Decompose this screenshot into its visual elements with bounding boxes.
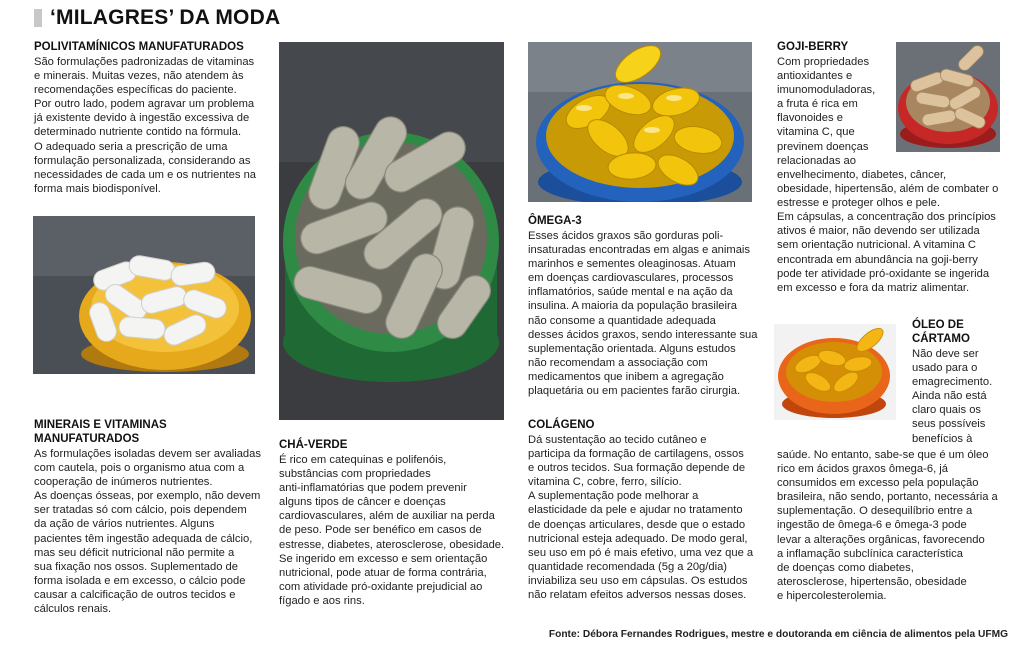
section-goji-wide	[777, 168, 1015, 295]
white-pills-photo	[33, 216, 255, 374]
green-tea-capsules-photo	[279, 42, 504, 420]
section-body-continued: saúde. No entanto, sabe-se que é um óleo rico em ácidos graxos ômega-6, já consumidos em excesso pela população brasileira, não sendo, portanto, necessária a suplementação. O desequilíbrio entre a ingestão de ômega-6 e ômega-3 pode levar a alterações orgânicas, favorecendo a inflamação subclínica característica de doenças como diabetes, aterosclerose, hipertensão, obesidade e hipercolesterolemia.	[777, 449, 998, 602]
safflower-oil-photo	[774, 324, 896, 420]
section-heading: CHÁ-VERDE	[279, 439, 348, 451]
goji-capsules-photo	[896, 42, 1000, 152]
section-body: Esses ácidos graxos são gorduras poli- insaturadas encontradas em algas e animais marinhos e sementes oleaginosas. Atuam em doenças cardiovasculares, processos inflamatórios, saúde mental e na ação da insulina. A maioria da população brasileira não consome a quantidade adequada desses ácidos graxos, sendo interessante sua suplementação orientada. Alguns estudos não recomendam a associação com medicamentos que inibem a agregação plaquetária ou em pacientes farão cirurgia.	[528, 230, 758, 398]
section-cha-verde	[279, 438, 511, 608]
section-minerais	[34, 418, 270, 616]
section-oleo-narrow	[912, 318, 1016, 446]
section-body: Não deve ser usado para o emagrecimento. Ainda não está claro quais os seus possíveis benefícios à	[912, 348, 993, 445]
section-heading: GOJI-BERRY	[777, 41, 849, 53]
title-bar-marker	[34, 9, 42, 27]
section-colageno	[528, 418, 766, 602]
omega3-softgels-photo	[528, 42, 752, 202]
section-body: Com propriedades antioxidantes e imunomoduladoras, a fruta é rica em flavonoides e vitamina C, que previnem doenças relacionadas ao	[777, 56, 876, 167]
page-title: ‘MILAGRES’ DA MODA	[50, 6, 281, 29]
section-body: As formulações isoladas devem ser avaliadas com cautela, pois o organismo atua com a cooperação de inúmeros nutrientes. As doenças ósseas, por exemplo, não devem ser tratadas só com cálcio, pois dependem da ação de vários nutrientes. Alguns pacientes têm ingestão adequada de cálcio, mas seu déficit nutricional não permite a sua fixação nos ossos. Suplementado de forma isolada e em excesso, o cálcio pode causar a calcificação de outros tecidos e cálculos renais.	[34, 448, 261, 616]
section-body: Dá sustentação ao tecido cutâneo e participa da formação de cartilagens, ossos e outros tecidos. Sua formação depende de vitamina C, cobre, ferro, silício. A suplementação pode melhorar a elasticidade da pele e ajudar no tratamento de doenças articulares, desde que o estado nutricional esteja adequado. De modo geral, seu uso em pó é mais efetivo, uma vez que a quantidade recomendada (5g a 20g/dia) inviabiliza seu uso em cápsulas. Os estudos não relatam efeitos adversos nessas doses.	[528, 434, 754, 602]
section-heading: ÓLEO DE CÁRTAMO	[912, 319, 970, 345]
section-polivitaminicos	[34, 40, 270, 196]
section-body: É rico em catequinas e polifenóis, substâncias com propriedades anti-inflamatórias que podem prevenir alguns tipos de câncer e doenças cardiovasculares, além de auxiliar na perda de peso. Pode ser benéfico em casos de estresse, diabetes, aterosclerose, obesidade. Se ingerido em excesso e sem orientação nutricional, pode atuar de forma contrária, com atividade pró-oxidante prejudicial ao fígado e aos rins.	[279, 454, 505, 607]
section-heading: COLÁGENO	[528, 419, 595, 431]
section-body-continued: envelhecimento, diabetes, câncer, obesidade, hipertensão, além de combater o estresse e proteger olhos e pele. Em cápsulas, a concentração dos princípios ativos é maior, não devendo ser utilizada sem orientação nutricional. A vitamina C encontrada em abundância na goji-berry pode ter atividade pró-oxidante se ingerida em excesso e fora da matriz alimentar.	[777, 169, 999, 294]
section-heading: ÔMEGA-3	[528, 215, 582, 227]
section-body: São formulações padronizadas de vitaminas e minerais. Muitas vezes, não atendem às recomendações específicas do paciente. Por outro lado, podem agravar um problema já existente devido à ingestão excessiva de determinado nutriente contido na fórmula. O adequado seria a prescrição de uma formulação personalizada, considerando as necessidades de cada um e os nutrientes na forma mais biodisponível.	[34, 56, 257, 195]
section-oleo-wide	[777, 448, 1015, 603]
source-credit: Fonte: Débora Fernandes Rodrigues, mestre e doutoranda em ciência de alimentos pela UFMG	[548, 629, 1008, 640]
page-title-group	[34, 6, 280, 30]
section-heading: MINERAIS E VITAMINAS MANUFATURADOS	[34, 419, 167, 445]
section-goji-narrow	[777, 40, 892, 168]
section-heading: POLIVITAMÍNICOS MANUFATURADOS	[34, 41, 244, 53]
section-omega3	[528, 214, 764, 398]
